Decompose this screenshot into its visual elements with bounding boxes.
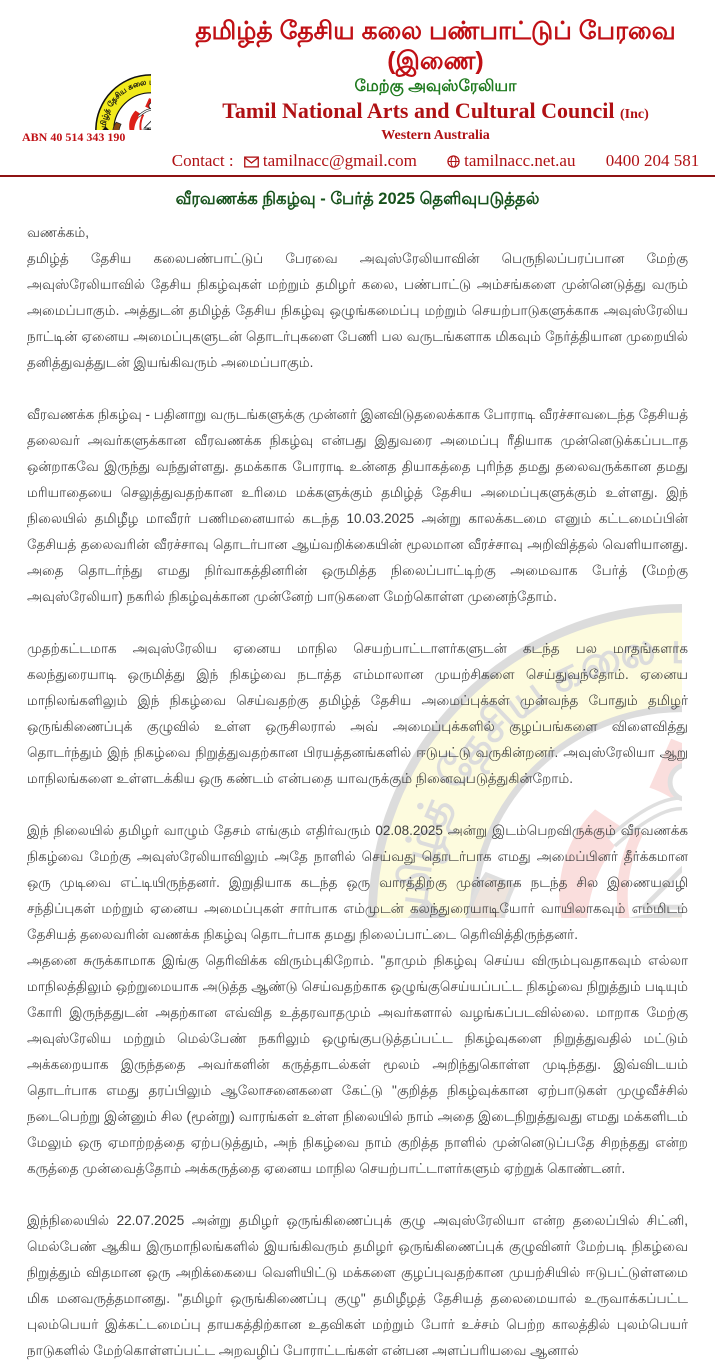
paragraph-4: இந் நிலையில் தமிழர் வாழும் தேசம் எங்கும் எதிர்வரும் 02.08.2025 அன்று இடம்பெறவிருக்கும் வீரவணக்க நிகழ்வை மேற்கு அவுஸ்ரேலியாவிலும் அதே நாளில் செய்வது தொடர்பாக எமது அமைப்பினர் தீர்க்கமான ஒரு முடிவை எட்டியிருந்தனர். இறுதியாக கடந்த ஒரு வாரத்திற்கு முன்னதாக நடந்த சில இணையவழி சந்திப்புகள் மற்றும் ஏனைய அமைப்புகள் சார்பாக எம்முடன் கலந்துரையாடியோர் வாயிலாகவும் எம்மிடம் தேசியத் தலைவரின் வணக்க நிகழ்வு தொடர்பாக தமது நிலைப்பாட்டை தெரிவித்திருந்தனர். [27,823,688,942]
contact-email[interactable] [244,151,417,170]
paragraph-5: அதனை சுருக்காமாக இங்கு தெரிவிக்க விரும்புகிறோம். "தாமும் நிகழ்வு செய்ய விரும்புவதாகவும் எல்லா மாநிலத்திலும் ஒற்றுமையாக அடுத்த ஆண்டு செய்வதற்காக ஒழுங்குசெய்யப்பட்ட நிகழ்வை நிறுத்தும் படியும் கோரி இருந்ததுடன் அதற்கான எவ்வித உத்தரவாதமும் அவர்களால் வழங்கப்படவில்லை. மாறாக மேற்கு அவுஸ்ரேலிய மற்றும் மெல்பேண் நகரிலும் ஒழுங்குபடுத்தப்பட்ட நிகழ்வுகளை நிறுத்துவதில் மட்டும் அக்கறையாக இருந்ததை அவர்களின் கருத்தாடல்கள் மூலம் அறிந்துகொள்ள முடிந்தது. இவ்விடயம் தொடர்பாக எமது தரப்பிலும் ஆலோசனைகளை கேட்டு "குறித்த நிகழ்வுக்கான ஏற்பாடுகள் முழுவீச்சில் நடைபெற்று இன்னும் சில (மூன்று) வாரங்கள் உள்ள நிலையில் நாம் அதை இடைநிறுத்துவது எமது மக்களிடம் மேலும் ஒரு ஏமாற்றத்தை ஏற்படுத்தும், அந் நிகழ்வை நாம் குறித்த நாளில் முன்னெடுப்பதே சிறந்தது என்ற கருத்தை முன்வைத்தோம் அக்கருத்தை ஏனைய மாநில செயற்பாட்டாளர்களும் ஏற்றுக் கொண்டனர். [27,953,688,1176]
council-logo-icon [35,14,151,130]
logo-column [22,12,164,171]
abn-number: ABN 40 514 343 190 [22,130,126,144]
org-region: Western Australia [381,128,490,143]
paragraph-2: வீரவணக்க நிகழ்வு - பதினாறு வருடங்களுக்கு முன்னர் இனவிடுதலைக்காக போராடி வீரச்சாவடைந்த தேசியத் தலைவர் அவர்களுக்கான வீரவணக்க நிகழ்வு என்பது இதுவரை அமைப்பு ரீதியாக முன்னெடுக்கப்படாத ஒன்றாகவே இருந்து வந்துள்ளது. தமக்காக போராடி உன்னத தியாகத்தை புரிந்த தமது தலைவருக்கான தமது மரியாதையை செலுத்துவதற்கான உரிமை மக்களுக்கும் தமிழ்த் தேசிய அமைப்புகளுக்கும் உள்ளது. இந் நிலையில் தமிழீழ மாவீரர் பணிமனையால் கடந்த 10.03.2025 அன்று காலக்கடமை எனும் கட்டமைப்பின் தேசியத் தலைவரின் வீரச்சாவு தொடர்பான ஆய்வறிக்கையின் மூலமான வீரச்சாவு அறிவித்தல் வெளியானது. அதை தொடர்ந்து எமது நிர்வாகத்தினரின் ஒருமித்த நிலைப்பாட்டிற்கு அமைவாக பேர்த் (மேற்கு அவுஸ்ரேலியா) நகரில் நிகழ்வுக்கான முன்னேற் பாடுகளை மேற்கொள்ள முனைந்தோம். [27,407,688,604]
contact-website[interactable] [447,151,575,170]
org-title-english [164,98,707,127]
paragraph-1: தமிழ்த் தேசிய கலைபண்பாட்டுப் பேரவை அவுஸ்ரேலியாவின் பெருநிலப்பரப்பான மேற்கு அவுஸ்ரேலியாவில் தேசிய நிகழ்வுகள் மற்றும் தமிழர் கலை, பண்பாட்டு அம்சங்களை முன்னெடுத்து வரும் அமைப்பாகும். அத்துடன் தமிழ்த் தேசிய நிகழ்வு ஒழுங்கமைப்பு மற்றும் செயற்பாடுகளுக்காக அவுஸ்ரேலிய நாட்டின் ஏனைய அமைப்புகளுடன் தொடர்புகளை பேணி பல வருடங்களாக மிகவும் நேர்த்தியான முறையில் தனித்துவத்துடன் இயங்கிவரும் அமைப்பாகும். [27,251,688,370]
envelope-icon [244,156,259,168]
org-subtitle-tamil: மேற்கு அவுஸ்ரேலியா [354,78,517,95]
salutation: வணக்கம், [27,225,89,240]
contact-label: Contact : [171,151,234,170]
contact-phone[interactable]: 0400 204 581 [605,151,700,170]
contact-email-text: tamilnacc@gmail.com [262,151,417,170]
paragraph-3: முதற்கட்டமாக அவுஸ்ரேலிய ஏனைய மாநில செயற்பாட்டாளர்களுடன் கடந்த பல மாதங்களாக கலந்துரையாடி ஒருமித்து இந் நிகழ்வை நடாத்த எம்மாலான முயற்சிகளை செய்துவந்தோம். ஏனைய மாநிலங்களிலும் இந் நிகழ்வை செய்வதற்கு தமிழ்த் தேசிய அமைப்புக்கள் முன்வந்த போதும் தமிழர் ஒருங்கிணைப்புக் குழுவில் உள்ள ஒருசிலரால் அவ் அமைப்புக்களில் குழப்பங்களை விளைவித்து தொடர்ந்தும் இந் நிகழ்வை நிறுத்துவதற்கான பிரயத்தனங்களில் ஈடுபட்டு வருகின்றனர். அவுஸ்ரேலியா ஆறு மாநிலங்களை உள்ளடக்கிய ஒரு கண்டம் என்பதை யாவருக்கும் நினைவுபடுத்துகின்றோம். [27,641,688,786]
header-divider [0,175,715,177]
org-title-tamil: தமிழ்த் தேசிய கலை பண்பாட்டுப் பேரவை (இணை) [195,17,676,75]
letterhead-text [164,12,707,171]
contact-line [164,151,707,171]
paragraph-6: இந்நிலையில் 22.07.2025 அன்று தமிழர் ஒருங்கிணைப்புக் குழு அவுஸ்ரேலியா என்ற தலைப்பில் சிட்னி, மெல்பேண் ஆகிய இருமாநிலங்களில் இயங்கிவரும் தமிழர் ஒருங்கிணைப்புக் குழுவினர் மேற்படி நிகழ்வை நிறுத்தும் விதமான ஒரு அறிக்கையை வெளியிட்டு மக்களை குழப்புவதற்கான முயற்சியில் ஈடுபட்டுள்ளமை மிக மனவருத்தமானது. "தமிழர் ஒருங்கிணைப்பு குழு" தமிழீழத் தேசியத் தலைமையால் உருவாக்கப்பட்ட புலம்பெயர் இக்கட்டமைப்பு தாயகத்திற்கான உதவிகள் மற்றும் போர் உச்சம் பெற்ற காலத்தில் புலம்பெயர் நாடுகளில் மேற்கொள்ளப்பட்ட அறவழிப் போராட்டங்கள் என்பன அளப்பரியவை ஆனால் [27,1213,688,1358]
org-title-inc: (Inc) [619,107,649,122]
letterhead [0,0,715,171]
letter-body [0,190,715,1364]
org-title-english-text: Tamil National Arts and Cultural Council [222,98,615,123]
document-title: வீரவணக்க நிகழ்வு - பேர்த் 2025 தெளிவுபடுத்தல் [175,190,540,208]
contact-website-text: tamilnacc.net.au [464,151,576,170]
globe-icon [447,155,460,168]
